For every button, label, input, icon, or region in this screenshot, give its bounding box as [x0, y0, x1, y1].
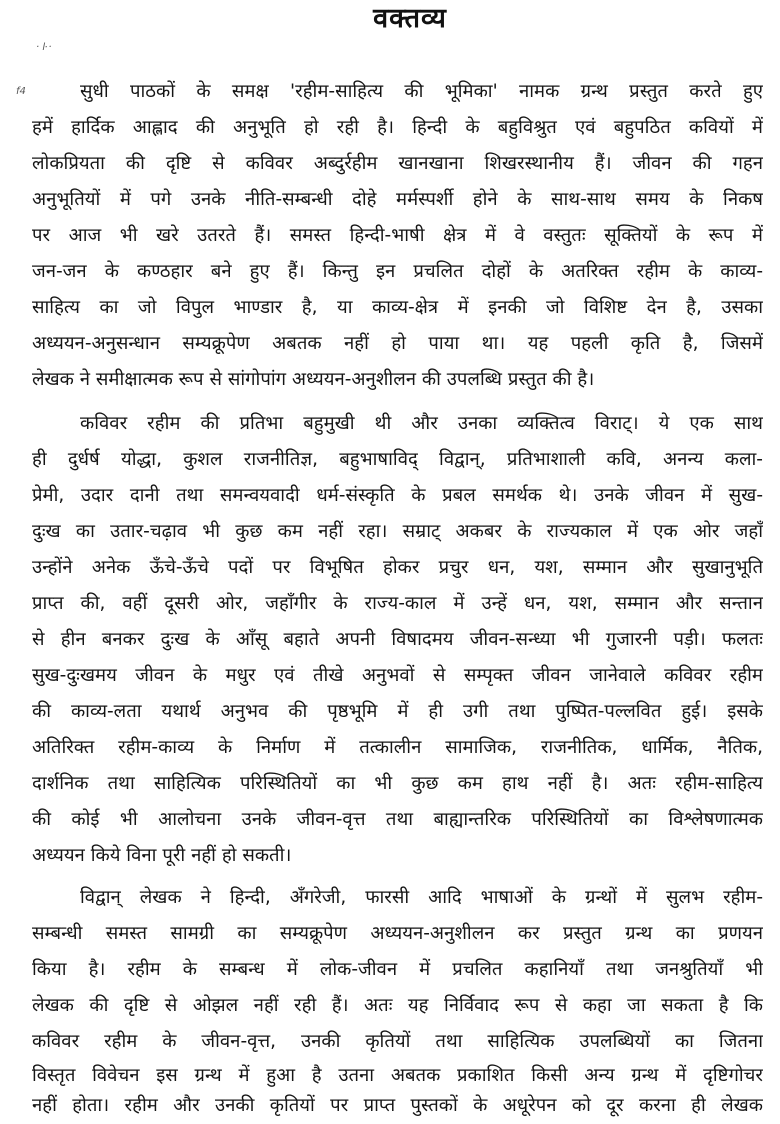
text-line: विद्वान् लेखक ने हिन्दी, अँगरेजी, फारसी आदि भाषाओं के ग्रन्थों में सुलभ रहीम-: [80, 887, 763, 908]
text-line: लोकप्रियता की दृष्टि से कविवर अब्दुर्रहीम खानखाना शिखरस्थानीय हैं। जीवन की गहन: [32, 153, 763, 174]
text-line: किया है। रहीम के सम्बन्ध में लोक-जीवन में प्रचलित कहानियाँ तथा जनश्रुतियाँ भी: [32, 959, 763, 980]
text-line: नहीं होता। रहीम और उनकी कृतियों पर प्राप्त पुस्तकों के अधूरेपन को दूर करना ही लेखक: [32, 1095, 763, 1116]
text-line: दार्शनिक तथा साहित्यिक परिस्थितियों का भी कुछ कम हाथ नहीं है। अतः रहीम-साहित्य: [32, 773, 763, 794]
text-line: जन-जन के कण्ठहार बने हुए हैं। किन्तु इन प्रचलित दोहों के अतरिक्त रहीम के काव्य-: [32, 261, 763, 282]
text-line: प्रेमी, उदार दानी तथा समन्वयवादी धर्म-संस्कृति के प्रबल समर्थक थे। उनके जीवन में सुख-: [32, 485, 763, 506]
text-line: सम्बन्धी समस्त सामग्री का सम्यक्रूपेण अध्ययन-अनुशीलन कर प्रस्तुत ग्रन्थ का प्रणयन: [32, 923, 763, 944]
text-line: की काव्य-लता यथार्थ अनुभव की पृष्ठभूमि में ही उगी तथा पुष्पित-पल्लवित हुई। इसके: [32, 701, 763, 722]
page-title: वक्तव्य: [373, 3, 447, 34]
text-line: की कोई भी आलोचना उनके जीवन-वृत्त तथा बाह्यान्तरिक परिस्थितियों का विश्लेषणात्मक: [32, 809, 763, 830]
text-line: प्राप्त की, वहीं दूसरी ओर, जहाँगीर के राज्य-काल में उन्हें धन, यश, सम्मान और सन्तान: [32, 593, 763, 614]
text-line: अतिरिक्त रहीम-काव्य के निर्माण में तत्कालीन सामाजिक, राजनीतिक, धार्मिक, नैतिक,: [32, 737, 763, 758]
margin-mark-specks: · ŀ ·: [36, 42, 52, 53]
text-line: दुःख का उतार-चढ़ाव भी कुछ कम नहीं रहा। सम्राट् अकबर के राज्यकाल में एक ओर जहाँ: [32, 521, 763, 542]
text-line: ही दुर्धर्ष योद्धा, कुशल राजनीतिज्ञ, बहुभाषाविद् विद्वान्, प्रतिभाशाली कवि, अनन्य कला-: [32, 449, 763, 470]
text-line: सुख-दुःखमय जीवन के मधुर एवं तीखे अनुभवों से सम्पृक्त जीवन जानेवाले कविवर रहीम: [32, 665, 763, 686]
text-line: अनुभूतियों में पगे उनके नीति-सम्बन्धी दोहे मर्मस्पर्शी होने के साथ-साथ समय के निकष: [32, 189, 763, 210]
text-line: से हीन बनकर दुःख के आँसू बहाते अपनी विषादमय जीवन-सन्ध्या भी गुजारनी पड़ी। फलतः: [32, 629, 763, 650]
text-line: लेखक ने समीक्षात्मक रूप से सांगोपांग अध्ययन-अनुशीलन की उपलब्धि प्रस्तुत की है।: [32, 369, 595, 390]
margin-mark-handwritten: f4: [16, 86, 26, 97]
text-line: कविवर रहीम की प्रतिभा बहुमुखी थी और उनका व्यक्तित्व विराट्। ये एक साथ: [80, 413, 763, 434]
text-line: उन्होंने अनेक ऊँचे-ऊँचे पदों पर विभूषित होकर प्रचुर धन, यश, सम्मान और सुखानुभूति: [32, 557, 763, 578]
text-line: अध्ययन-अनुसन्धान सम्यक्रूपेण अबतक नहीं हो पाया था। यह पहली कृति है, जिसमें: [32, 333, 763, 354]
text-line: लेखक की दृष्टि से ओझल नहीं रही हैं। अतः यह निर्विवाद रूप से कहा जा सकता है कि: [32, 995, 763, 1016]
text-line: कविवर रहीम के जीवन-वृत्त, उनकी कृतियों तथा साहित्यिक उपलब्धियों का जितना: [32, 1031, 763, 1052]
text-line: हमें हार्दिक आह्लाद की अनुभूति हो रही है। हिन्दी के बहुविश्रुत एवं बहुपठित कवियों में: [32, 117, 763, 138]
text-line: पर आज भी खरे उतरते हैं। समस्त हिन्दी-भाषी क्षेत्र में वे वस्तुतः सूक्तियों के रूप में: [32, 225, 763, 246]
text-line: सुधी पाठकों के समक्ष 'रहीम-साहित्य की भूमिका' नामक ग्रन्थ प्रस्तुत करते हुए: [80, 81, 763, 102]
text-line: साहित्य का जो विपुल भाण्डार है, या काव्य-क्षेत्र में इनकी जो विशिष्ट देन है, उसका: [32, 297, 763, 318]
text-line: अध्ययन किये विना पूरी नहीं हो सकती।: [32, 845, 292, 866]
text-line: विस्तृत विवेचन इस ग्रन्थ में हुआ है उतना अबतक प्रकाशित किसी अन्य ग्रन्थ में दृष्टिगोचर: [32, 1065, 763, 1086]
